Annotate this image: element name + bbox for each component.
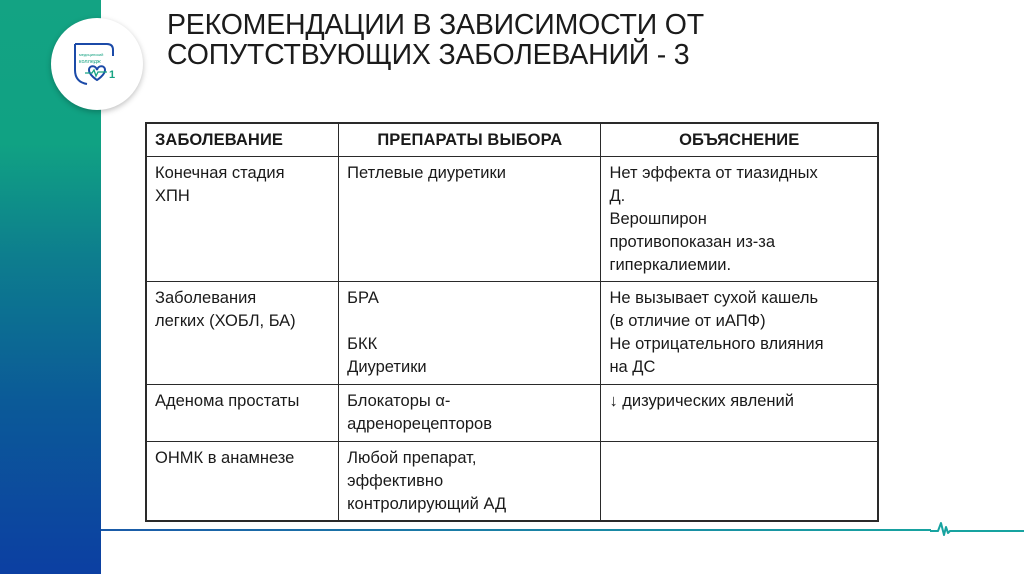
heartbeat-pulse-icon	[930, 515, 1024, 545]
cell-explanation: Нет эффекта от тиазидных Д. Верошпирон противопоказан из-за гиперкалиемии.	[601, 156, 878, 281]
svg-text:медицинский: медицинский	[79, 52, 104, 57]
cell-drugs: Петлевые диуретики	[339, 156, 601, 281]
title-line-1: РЕКОМЕНДАЦИИ В ЗАВИСИМОСТИ ОТ	[167, 9, 704, 41]
table-row	[146, 384, 878, 441]
cell-drugs: Блокаторы α- адренорецепторов	[339, 384, 601, 441]
cell-disease: Заболевания легких (ХОБЛ, БА)	[146, 281, 339, 384]
cell-explanation: ↓ дизурических явлений	[601, 384, 878, 441]
line-spacer	[347, 310, 592, 333]
table-row	[146, 281, 878, 384]
cell-drugs: Любой препарат, эффективно контролирующий АД	[339, 441, 601, 521]
header-drugs: ПРЕПАРАТЫ ВЫБОРА	[339, 123, 601, 156]
slide-title	[167, 10, 867, 70]
table-header-row	[146, 123, 878, 156]
cell-explanation: Не вызывает сухой кашель (в отличие от иАПФ) Не отрицательного влияния на ДС	[601, 281, 878, 384]
svg-text:1: 1	[109, 69, 116, 81]
table-row	[146, 441, 878, 521]
recommendations-table-wrapper	[145, 122, 879, 522]
cell-drugs: БРА БКК Диуретики	[339, 281, 601, 384]
college-logo	[51, 18, 143, 110]
title-line-2: СОПУТСТВУЮЩИХ ЗАБОЛЕВАНИЙ - 3	[167, 39, 690, 71]
footer-divider-line	[101, 529, 931, 531]
header-disease: ЗАБОЛЕВАНИЕ	[146, 123, 339, 156]
cell-disease: Конечная стадия ХПН	[146, 156, 339, 281]
table-row	[146, 156, 878, 281]
cell-disease: Аденома простаты	[146, 384, 339, 441]
cell-explanation	[601, 441, 878, 521]
cell-disease: ОНМК в анамнезе	[146, 441, 339, 521]
college-logo-icon	[69, 40, 125, 88]
svg-text:колледж: колледж	[79, 59, 101, 65]
recommendations-table	[145, 122, 879, 522]
header-explanation: ОБЪЯСНЕНИЕ	[601, 123, 878, 156]
